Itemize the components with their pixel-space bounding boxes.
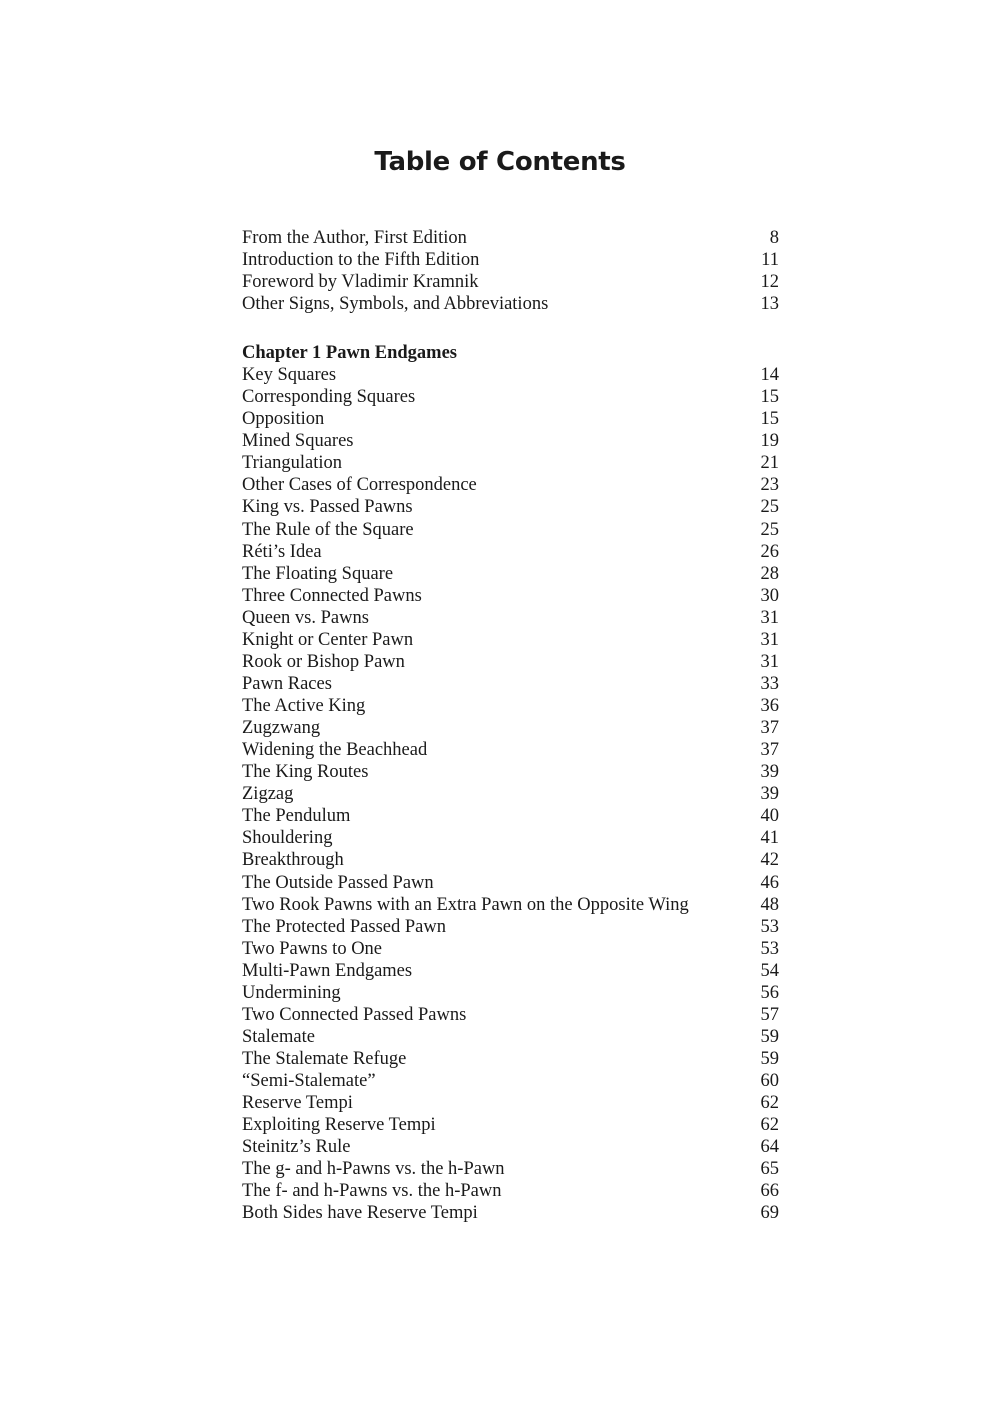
toc-entry-page: 62 bbox=[760, 1093, 779, 1114]
toc-entry-label: Breakthrough bbox=[242, 850, 344, 871]
toc-entry-page: 31 bbox=[760, 629, 779, 650]
toc-entry-label: The Outside Passed Pawn bbox=[242, 872, 434, 893]
toc-entry[interactable] bbox=[242, 1026, 779, 1048]
toc-entry-label: Both Sides have Reserve Tempi bbox=[242, 1203, 478, 1224]
toc-entry-page: 31 bbox=[760, 607, 779, 628]
toc-entry-label: The King Routes bbox=[242, 762, 369, 783]
toc-entry[interactable] bbox=[242, 519, 779, 541]
toc-entry-label: Queen vs. Pawns bbox=[242, 607, 369, 628]
toc-entry[interactable] bbox=[242, 717, 779, 739]
toc-entry-page: 60 bbox=[760, 1071, 779, 1092]
toc-entry-page: 64 bbox=[760, 1137, 779, 1158]
toc-entry[interactable] bbox=[242, 249, 779, 271]
toc-entry[interactable] bbox=[242, 293, 779, 315]
toc-entry[interactable] bbox=[242, 673, 779, 695]
toc-entry-page: 39 bbox=[760, 762, 779, 783]
toc-entry-page: 40 bbox=[760, 806, 779, 827]
toc-entry-page: 62 bbox=[760, 1115, 779, 1136]
toc-entry[interactable] bbox=[242, 629, 779, 651]
toc-entry[interactable] bbox=[242, 1004, 779, 1026]
toc-entry-page: 37 bbox=[760, 740, 779, 761]
toc-entry-label: Stalemate bbox=[242, 1026, 315, 1047]
toc-entry[interactable] bbox=[242, 739, 779, 761]
toc-entry[interactable] bbox=[242, 960, 779, 982]
toc-entry[interactable] bbox=[242, 386, 779, 408]
toc-entry-label: Mined Squares bbox=[242, 431, 354, 452]
toc-entry-page: 36 bbox=[760, 696, 779, 716]
toc-entry[interactable] bbox=[242, 1136, 779, 1158]
toc-entry-label: The Pendulum bbox=[242, 806, 351, 827]
toc-entry[interactable] bbox=[242, 872, 779, 894]
front-matter-list bbox=[242, 227, 779, 315]
toc-entry[interactable] bbox=[242, 938, 779, 960]
toc-entry-page: 28 bbox=[760, 563, 779, 584]
toc-entry-label: From the Author, First Edition bbox=[242, 228, 467, 248]
toc-entry-page: 59 bbox=[760, 1049, 779, 1069]
toc-entry-label: Undermining bbox=[242, 982, 341, 1003]
toc-entry-label: The Rule of the Square bbox=[242, 519, 414, 540]
toc-entry-label: “Semi-Stalemate” bbox=[242, 1071, 376, 1092]
toc-entry[interactable] bbox=[242, 1180, 779, 1202]
page-title: Table of Contents bbox=[374, 147, 626, 177]
toc-entry-page: 23 bbox=[760, 475, 779, 496]
toc-entry-page: 11 bbox=[761, 250, 779, 271]
toc-entry-page: 19 bbox=[760, 431, 779, 452]
toc-entry-label: Key Squares bbox=[242, 365, 337, 386]
toc-entry[interactable] bbox=[242, 916, 779, 938]
toc-entry[interactable] bbox=[242, 651, 779, 673]
toc-entry-page: 15 bbox=[760, 409, 779, 430]
toc-entry-page: 8 bbox=[769, 228, 779, 248]
toc-entry-label: Widening the Beachhead bbox=[242, 740, 428, 761]
toc-entry[interactable] bbox=[242, 1158, 779, 1180]
toc-entry[interactable] bbox=[242, 982, 779, 1004]
toc-entry[interactable] bbox=[242, 1070, 779, 1092]
toc-entry[interactable] bbox=[242, 430, 779, 452]
toc-entry-label: King vs. Passed Pawns bbox=[242, 497, 413, 518]
toc-entry-label: Multi-Pawn Endgames bbox=[242, 960, 413, 981]
toc-entry-label: The f- and h-Pawns vs. the h-Pawn bbox=[242, 1181, 502, 1202]
toc-entry-page: 21 bbox=[760, 453, 779, 474]
toc-entry[interactable] bbox=[242, 1114, 779, 1136]
toc-entry[interactable] bbox=[242, 607, 779, 629]
toc-entry[interactable] bbox=[242, 496, 779, 518]
toc-entry-page: 25 bbox=[760, 497, 779, 518]
toc-entry[interactable] bbox=[242, 364, 779, 386]
toc-entry-label: The Stalemate Refuge bbox=[242, 1049, 407, 1069]
toc-entry-page: 14 bbox=[760, 365, 779, 386]
toc-entry-label: Steinitz’s Rule bbox=[242, 1137, 351, 1158]
toc-entry-label: The Active King bbox=[242, 696, 366, 716]
toc-entry[interactable] bbox=[242, 541, 779, 563]
toc-entry-label: Reserve Tempi bbox=[242, 1093, 353, 1114]
toc-entry-label: The g- and h-Pawns vs. the h-Pawn bbox=[242, 1159, 505, 1180]
toc-entry[interactable] bbox=[242, 849, 779, 871]
toc-entry[interactable] bbox=[242, 827, 779, 849]
toc-entry[interactable] bbox=[242, 1092, 779, 1114]
toc-entry-page: 13 bbox=[760, 294, 779, 315]
toc-entry[interactable] bbox=[242, 585, 779, 607]
toc-entry-label: The Protected Passed Pawn bbox=[242, 916, 446, 937]
toc-entry[interactable] bbox=[242, 563, 779, 585]
chapter-heading[interactable]: Chapter 1 Pawn Endgames bbox=[242, 343, 457, 363]
toc-entry-page: 30 bbox=[760, 585, 779, 606]
toc-entry-label: Other Signs, Symbols, and Abbreviations bbox=[242, 294, 549, 315]
toc-entry[interactable] bbox=[242, 1202, 779, 1224]
toc-entry-page: 25 bbox=[760, 519, 779, 540]
toc-entry[interactable] bbox=[242, 452, 779, 474]
toc-entry-page: 31 bbox=[760, 651, 779, 672]
toc-entry-page: 37 bbox=[760, 718, 779, 739]
toc-entry-label: Shouldering bbox=[242, 828, 333, 849]
toc-entry[interactable] bbox=[242, 474, 779, 496]
toc-entry-label: Réti’s Idea bbox=[242, 541, 322, 562]
toc-entry-page: 69 bbox=[760, 1203, 779, 1224]
toc-entry-page: 26 bbox=[760, 541, 779, 562]
toc-entry-page: 15 bbox=[760, 387, 779, 408]
toc-entry-label: Zigzag bbox=[242, 784, 294, 805]
toc-entry-label: Triangulation bbox=[242, 453, 343, 474]
toc-entry-page: 53 bbox=[760, 938, 779, 959]
toc-entry-page: 48 bbox=[760, 894, 779, 915]
toc-entry-label: Two Pawns to One bbox=[242, 938, 383, 959]
toc-entry-label: Zugzwang bbox=[242, 718, 321, 739]
toc-entry-label: Two Rook Pawns with an Extra Pawn on the Opposite Wing bbox=[242, 894, 689, 915]
toc-entry[interactable] bbox=[242, 271, 779, 293]
toc-entry-page: 41 bbox=[760, 828, 779, 849]
toc-entry[interactable] bbox=[242, 805, 779, 827]
toc-entry[interactable] bbox=[242, 761, 779, 783]
toc-entry-page: 33 bbox=[760, 673, 779, 694]
toc-entry[interactable] bbox=[242, 227, 779, 249]
chapter-entry-list bbox=[242, 364, 779, 1224]
toc-entry-page: 39 bbox=[760, 784, 779, 805]
toc-entry-label: Pawn Races bbox=[242, 673, 332, 694]
toc-entry[interactable] bbox=[242, 408, 779, 430]
toc-entry[interactable] bbox=[242, 894, 779, 916]
chapter-section bbox=[242, 342, 779, 1225]
toc-entry-label: Opposition bbox=[242, 409, 325, 430]
toc-entry-page: 66 bbox=[760, 1181, 779, 1202]
toc-entry[interactable] bbox=[242, 695, 779, 717]
toc-entry[interactable] bbox=[242, 783, 779, 805]
toc-entry-page: 53 bbox=[760, 916, 779, 937]
toc-entry-label: Exploiting Reserve Tempi bbox=[242, 1115, 436, 1136]
toc-entry-label: The Floating Square bbox=[242, 563, 394, 584]
toc-entry-page: 57 bbox=[760, 1004, 779, 1025]
toc-entry-page: 56 bbox=[760, 982, 779, 1003]
toc-entry-label: Other Cases of Correspondence bbox=[242, 475, 477, 496]
toc-entry-page: 65 bbox=[760, 1159, 779, 1180]
toc-entry-page: 54 bbox=[760, 960, 779, 981]
toc-entry-label: Introduction to the Fifth Edition bbox=[242, 250, 480, 271]
toc-entry-label: Knight or Center Pawn bbox=[242, 629, 414, 650]
toc-entry-page: 59 bbox=[760, 1026, 779, 1047]
toc-entry-label: Rook or Bishop Pawn bbox=[242, 651, 405, 672]
toc-entry-page: 12 bbox=[760, 272, 779, 293]
toc-entry-label: Foreword by Vladimir Kramnik bbox=[242, 272, 479, 293]
toc-entry[interactable] bbox=[242, 1048, 779, 1070]
toc-entry-label: Three Connected Pawns bbox=[242, 585, 422, 606]
toc-entry-page: 42 bbox=[760, 850, 779, 871]
toc-entry-page: 46 bbox=[760, 872, 779, 893]
toc-entry-label: Two Connected Passed Pawns bbox=[242, 1004, 467, 1025]
toc-entry-label: Corresponding Squares bbox=[242, 387, 416, 408]
